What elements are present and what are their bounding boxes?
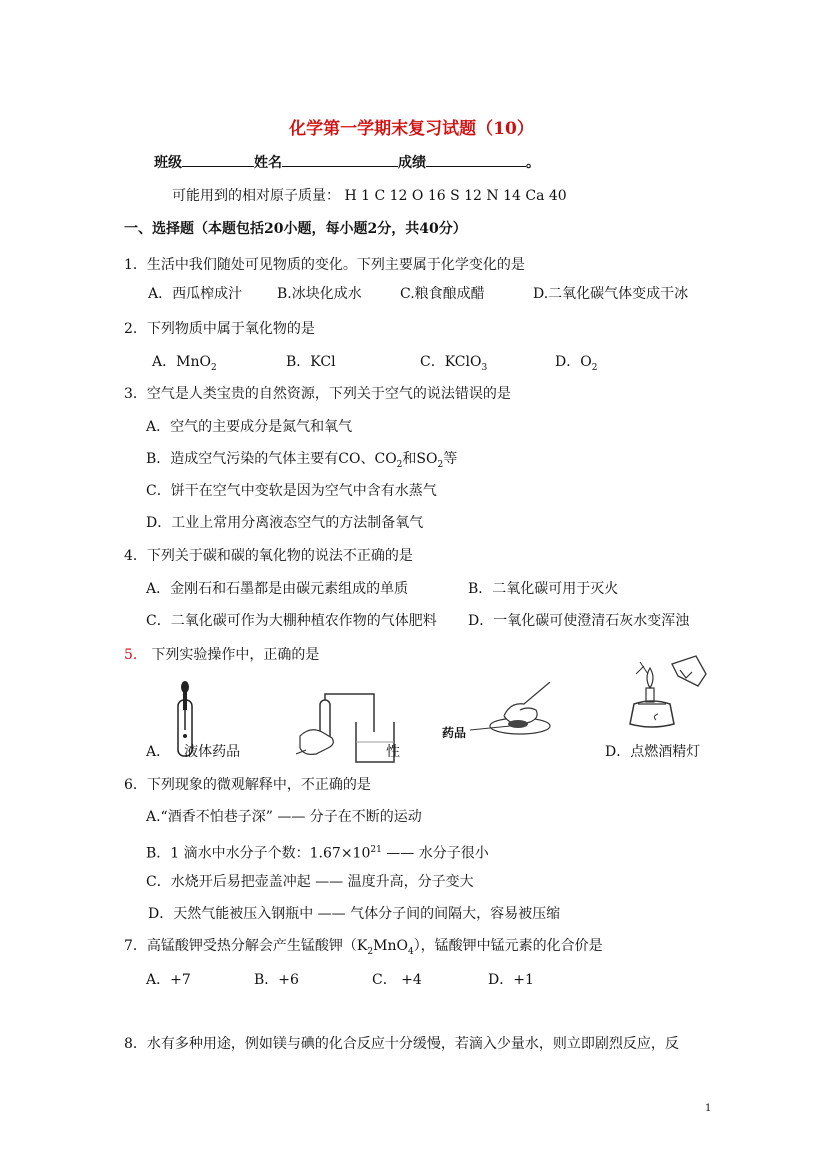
q2-option-a: A．MnO$_2$ [152, 354, 217, 373]
name-label: 姓名 [254, 155, 282, 171]
q1-option-c: C.粮食酿成醋 [400, 286, 485, 302]
q3-option-c: C．饼干在空气中变软是因为空气中含有水蒸气 [146, 483, 437, 499]
q6-option-d: D．天然气能被压入钢瓶中 —— 气体分子间的间隔大，容易被压缩 [148, 906, 561, 922]
page-number: 1 [705, 1103, 712, 1114]
q2-option-b: B．KCl [286, 354, 336, 370]
class-blank[interactable] [182, 152, 254, 167]
name-blank[interactable] [282, 152, 398, 167]
q1-stem: 1．生活中我们随处可见物质的变化。下列主要属于化学变化的是 [124, 257, 525, 273]
q6-option-a: A.“酒香不怕巷子深” —— 分子在不断的运动 [146, 809, 422, 825]
q7-option-b: B．+6 [254, 972, 299, 988]
q8-stem: 8．水有多种用途，例如镁与碘的化合反应十分缓慢，若滴入少量水，则立即剧烈反应，反 [124, 1036, 679, 1052]
q4-option-a: A．金刚石和石墨都是由碳元素组成的单质 [146, 581, 409, 597]
q3-stem: 3．空气是人类宝贵的自然资源，下列关于空气的说法错误的是 [124, 386, 511, 402]
q1-option-d: D.二氧化碳气体变成干冰 [533, 286, 689, 302]
q5-stem: 5． 下列实验操作中，正确的是 [124, 647, 320, 663]
q5-number: 5． [124, 647, 147, 663]
class-label: 班级 [154, 155, 182, 171]
score-blank[interactable] [426, 152, 526, 167]
q2-option-d: D．$O_2$ [555, 354, 598, 373]
q1-option-b: B.冰块化成水 [277, 286, 362, 302]
q7-option-d: D．+1 [488, 972, 534, 988]
q7-option-a: A．+7 [146, 972, 191, 988]
end-mark: 。 [526, 155, 540, 171]
section-heading: 一、选择题（本题包括20小题，每小题2分，共40分） [124, 221, 467, 237]
page-title: 化学第一学期末复习试题（10） [289, 119, 534, 139]
q6-option-c: C．水烧开后易把壶盖冲起 —— 温度升高，分子变大 [146, 874, 474, 890]
q6-stem: 6．下列现象的微观解释中，不正确的是 [124, 777, 371, 793]
score-label: 成绩 [398, 155, 426, 171]
student-info-line [154, 152, 540, 172]
atomic-masses: 可能用到的相对原子质量： H 1 C 12 O 16 S 12 N 14 Ca 40 [172, 188, 567, 204]
q7-stem: 7．高锰酸钾受热分解会产生锰酸钾$(K_2MnO_4)$，锰酸钾中锰元素的化合价是 [124, 938, 603, 957]
alcohol-lamp-figure [622, 654, 708, 732]
q1-option-a: A．西瓜榨成汁 [148, 286, 243, 302]
q5-option-d: D．点燃酒精灯 [605, 744, 701, 760]
q4-option-c: C．二氧化碳可作为大棚种植农作物的气体肥料 [146, 613, 437, 629]
q7-option-c: C． +4 [372, 972, 422, 988]
airtightness-check-figure [296, 692, 396, 764]
q2-option-c: C．KClO$_3$ [420, 354, 488, 373]
q2-stem: 2．下列物质中属于氧化物的是 [124, 321, 315, 337]
q5-option-a: A． 液体药品 [146, 744, 241, 760]
q3-option-b: B．造成空气污染的气体主要有CO、$CO_2$和$SO_2$等 [146, 451, 458, 470]
q4-option-b: B．二氧化碳可用于灭火 [468, 581, 619, 597]
q5-chemicals-label: 药品 [442, 726, 467, 740]
q4-option-d: D．一氧化碳可使澄清石灰水变浑浊 [468, 613, 690, 629]
q3-option-d: D．工业上常用分离液态空气的方法制备氧气 [146, 515, 424, 531]
q3-option-a: A．空气的主要成分是氮气和氧气 [146, 419, 353, 435]
q6-option-b: B．1 滴水中水分子个数：$1.67\times 10^{21}$ —— 水分子很小 [146, 845, 489, 862]
q5-option-b: 性 [386, 744, 400, 760]
q4-stem: 4．下列关于碳和碳的氧化物的说法不正确的是 [124, 548, 413, 564]
